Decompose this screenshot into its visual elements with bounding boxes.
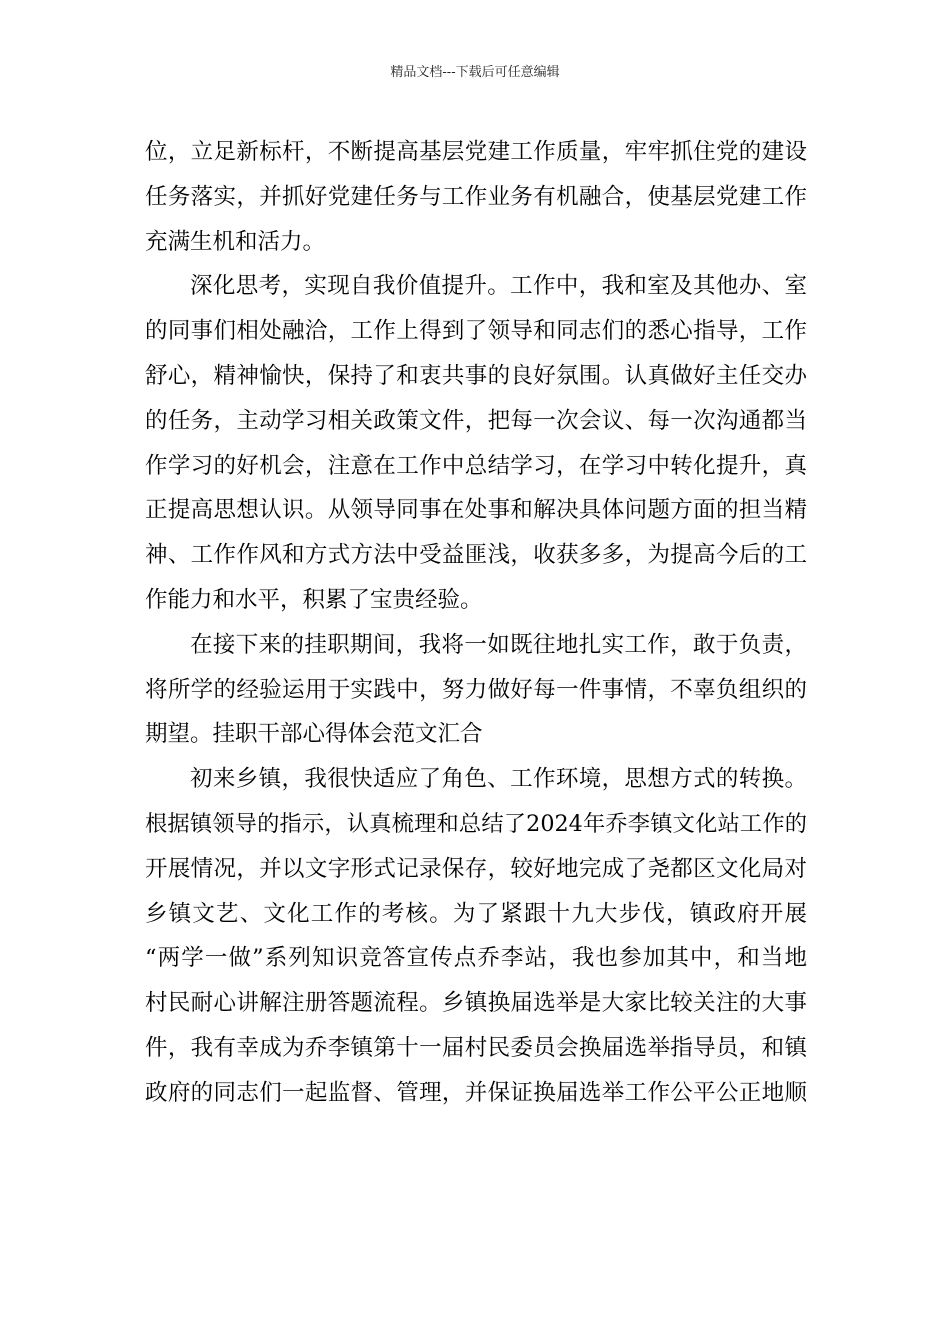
text-line: 村民耐心讲解注册答题流程。乡镇换届选举是大家比较关注的大事 (145, 990, 807, 1017)
text-line: 任务落实，并抓好党建任务与工作业务有机融合，使基层党建工作 (145, 183, 807, 210)
text-line: 根据镇领导的指示，认真梳理和总结了2024年乔李镇文化站工作的 (145, 810, 807, 837)
text-line: 的任务，主动学习相关政策文件，把每一次会议、每一次沟通都当 (145, 407, 807, 434)
text-line: “两学一做”系列知识竞答宣传点乔李站，我也参加其中，和当地 (145, 945, 807, 972)
text-line: 深化思考，实现自我价值提升。工作中，我和室及其他办、室 (190, 273, 807, 300)
text-line: 初来乡镇，我很快适应了角色、工作环境，思想方式的转换。 (190, 766, 807, 793)
text-line: 期望。挂职干部心得体会范文汇合 (145, 721, 483, 748)
text-line: 开展情况，并以文字形式记录保存，较好地完成了尧都区文化局对 (145, 855, 807, 882)
text-line: 位，立足新标杆，不断提高基层党建工作质量，牢牢抓住党的建设 (145, 139, 807, 165)
page-header: 精品文档---下载后可任意编辑 (390, 65, 560, 80)
text-line: 在接下来的挂职期间，我将一如既往地扎实工作，敢于负责， (190, 631, 807, 658)
body-text (145, 130, 807, 1116)
text-line: 作学习的好机会，注意在工作中总结学习，在学习中转化提升，真 (145, 452, 807, 479)
text-line: 作能力和水平，积累了宝贵经验。 (145, 586, 483, 613)
text-line: 将所学的经验运用于实践中，努力做好每一件事情，不辜负组织的 (145, 676, 807, 703)
text-line: 舒心，精神愉快，保持了和衷共事的良好氛围。认真做好主任交办 (145, 362, 807, 389)
text-line: 的同事们相处融洽，工作上得到了领导和同志们的悉心指导，工作 (145, 318, 807, 345)
text-line: 政府的同志们一起监督、管理，并保证换届选举工作公平公正地顺 (145, 1079, 807, 1106)
text-line: 充满生机和活力。 (145, 228, 326, 255)
text-line: 件，我有幸成为乔李镇第十一届村民委员会换届选举指导员，和镇 (145, 1034, 807, 1061)
text-line: 乡镇文艺、文化工作的考核。为了紧跟十九大步伐，镇政府开展 (145, 900, 807, 927)
text-line: 正提高思想认识。从领导同事在处事和解决具体问题方面的担当精 (145, 497, 807, 524)
text-line: 神、工作作风和方式方法中受益匪浅，收获多多，为提高今后的工 (145, 542, 807, 569)
